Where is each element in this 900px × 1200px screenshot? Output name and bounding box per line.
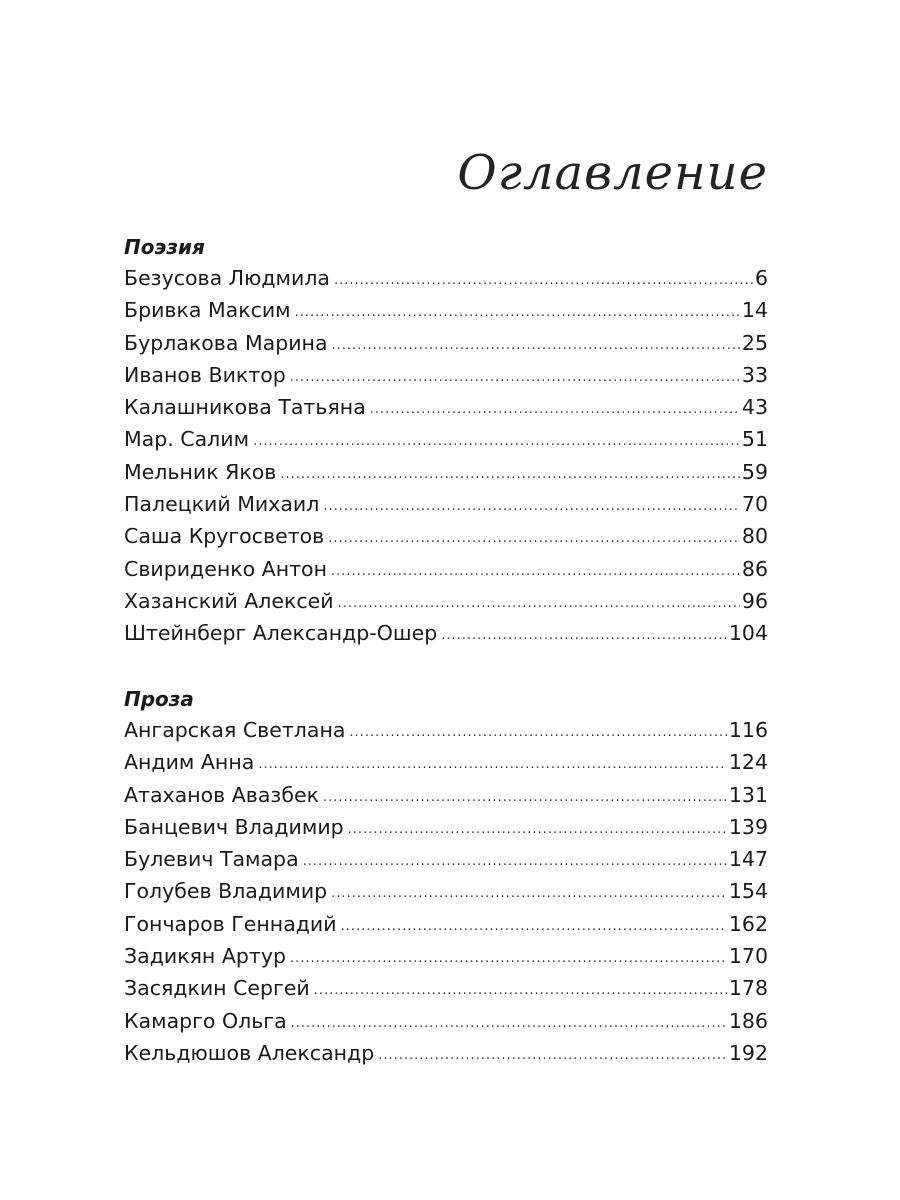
toc-entry-name: Ангарская Светлана (124, 718, 346, 742)
dot-leader (314, 975, 727, 1007)
dot-leader (332, 330, 740, 362)
toc-entry-page: 170 (728, 944, 768, 969)
toc-entry-page: 154 (728, 879, 768, 904)
toc-entry (124, 843, 768, 875)
toc-entry (124, 972, 768, 1004)
toc-entry-page: 116 (728, 718, 768, 742)
toc-entry-name: Булевич Тамара (124, 847, 299, 872)
dot-leader (338, 588, 740, 620)
toc-entry (124, 940, 768, 972)
dot-leader (441, 620, 727, 652)
section-poetry (124, 232, 768, 650)
toc-entry (124, 746, 768, 778)
dot-leader (253, 426, 740, 458)
dot-leader (378, 1040, 727, 1072)
section-heading: Проза (124, 687, 194, 711)
dot-leader (328, 523, 740, 555)
toc-entry-page: 80 (741, 524, 768, 549)
toc-entry (124, 585, 768, 617)
dot-leader (291, 1008, 727, 1040)
toc-entry (124, 262, 768, 294)
page-title: Оглавление (457, 145, 768, 201)
toc-entry-name: Банцевич Владимир (124, 814, 344, 839)
toc-entry-page: 86 (741, 556, 768, 581)
toc-entry-name: Бривка Максим (124, 298, 291, 323)
toc-entry (124, 1005, 768, 1037)
dot-leader (295, 297, 740, 329)
toc-entry-page: 147 (728, 847, 768, 872)
toc-list-poetry (124, 262, 768, 650)
toc-entry-name: Калашникова Татьяна (124, 395, 366, 420)
toc-entry-page: 43 (741, 395, 768, 420)
dot-leader (303, 846, 727, 878)
dot-leader (334, 265, 753, 297)
toc-entry-page: 33 (741, 362, 768, 387)
toc-entry (124, 423, 768, 455)
toc-entry-page: 131 (728, 782, 768, 807)
toc-entry-name: Штейнберг Александр-Ошер (124, 621, 438, 646)
toc-entry-name: Мар. Салим (124, 427, 250, 452)
toc-entry-name: Хазанский Алексей (124, 588, 334, 613)
toc-entry (124, 617, 768, 649)
toc-entry (124, 391, 768, 423)
toc-entry-page: 192 (728, 1040, 768, 1065)
toc-entry-page: 59 (741, 459, 768, 484)
toc-entry-page: 14 (741, 298, 768, 323)
toc-entry-name: Кельдюшов Александр (124, 1040, 375, 1065)
toc-entry-page: 104 (728, 621, 768, 646)
toc-entry (124, 1037, 768, 1069)
section-prose (124, 684, 768, 1069)
toc-entry-name: Иванов Виктор (124, 362, 286, 387)
toc-entry-page: 6 (754, 266, 768, 290)
toc-entry-name: Безусова Людмила (124, 266, 330, 290)
toc-entry (124, 553, 768, 585)
toc-entry (124, 714, 768, 746)
toc-entry-page: 139 (728, 814, 768, 839)
toc-entry (124, 779, 768, 811)
toc-entry-name: Голубев Владимир (124, 879, 328, 904)
toc-entry-name: Атаханов Авазбек (124, 782, 319, 807)
toc-list-prose (124, 714, 768, 1069)
dot-leader (323, 491, 740, 523)
toc-entry (124, 456, 768, 488)
toc-entry (124, 327, 768, 359)
dot-leader (290, 943, 727, 975)
toc-entry-name: Задикян Артур (124, 944, 286, 969)
toc-entry-page: 70 (741, 492, 768, 517)
toc-entry (124, 520, 768, 552)
toc-entry-name: Саша Кругосветов (124, 524, 325, 549)
dot-leader (349, 717, 726, 749)
toc-entry-page: 124 (728, 750, 768, 775)
toc-entry (124, 908, 768, 940)
toc-entry (124, 294, 768, 326)
dot-leader (258, 749, 727, 781)
toc-entry (124, 488, 768, 520)
toc-entry (124, 811, 768, 843)
dot-leader (348, 814, 727, 846)
toc-entry (124, 359, 768, 391)
section-heading: Поэзия (124, 235, 205, 259)
toc-entry-name: Андим Анна (124, 750, 255, 775)
dot-leader (331, 556, 740, 588)
toc-entry-page: 25 (741, 330, 768, 355)
toc-entry-page: 96 (741, 588, 768, 613)
toc-entry-name: Палецкий Михаил (124, 492, 320, 517)
dot-leader (290, 362, 740, 394)
toc-entry-page: 178 (728, 976, 768, 1001)
toc-entry-name: Засядкин Сергей (124, 976, 310, 1001)
toc-entry-name: Гончаров Геннадий (124, 911, 337, 936)
toc-entry-name: Камарго Ольга (124, 1008, 287, 1033)
toc-entry-page: 186 (728, 1008, 768, 1033)
toc-entry-page: 51 (741, 427, 768, 452)
dot-leader (280, 459, 740, 491)
dot-leader (341, 911, 727, 943)
toc-entry-page: 162 (728, 911, 768, 936)
dot-leader (323, 782, 727, 814)
toc-entry-name: Свириденко Антон (124, 556, 327, 581)
dot-leader (331, 878, 727, 910)
toc-entry-name: Бурлакова Марина (124, 330, 328, 355)
toc-entry (124, 875, 768, 907)
toc-entry-name: Мельник Яков (124, 459, 277, 484)
dot-leader (370, 394, 740, 426)
